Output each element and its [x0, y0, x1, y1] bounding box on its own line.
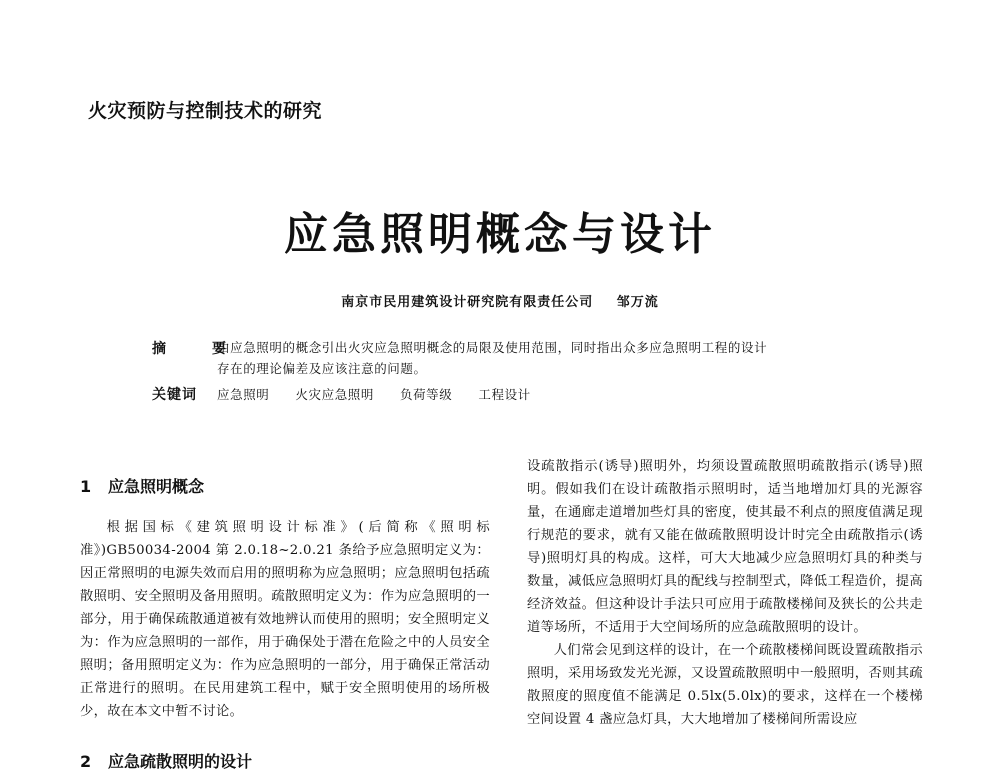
keyword: 负荷等级 — [399, 387, 453, 402]
keyword: 工程设计 — [478, 387, 531, 402]
abstract-text — [217, 337, 867, 379]
affiliation-line — [0, 291, 1000, 310]
keyword: 火灾应急照明 — [295, 387, 374, 402]
author: 邹万流 — [616, 295, 659, 310]
section-1-heading — [80, 474, 204, 497]
section-2-heading — [80, 749, 252, 772]
abstract-line-1: 由应急照明的概念引出火灾应急照明概念的局限及使用范围，同时指出众多应急照明工程的设计 — [217, 340, 768, 355]
abstract-label: 摘 要 — [152, 341, 242, 357]
right-column — [527, 455, 923, 731]
right-paragraph-2: 人们常会见到这样的设计，在一个疏散楼梯间既设置疏散指示照明，采用场致发光光源，又设置疏散照明中一般照明，否则其疏散照度的照度值不能满足 0.5lx(5.0lx)的要求，这样在一个楼梯空间设置 4 盏应急灯具，大大地增加了楼梯间所需设应 — [527, 643, 923, 727]
section-number: 2 — [80, 752, 92, 771]
keywords-list — [217, 385, 553, 403]
section-number: 1 — [80, 477, 92, 496]
running-head: 火灾预防与控制技术的研究 — [88, 100, 323, 122]
affiliation: 南京市民用建筑设计研究院有限责任公司 — [341, 295, 594, 310]
paper-title: 应急照明概念与设计 — [284, 209, 716, 260]
right-paragraph-1: 设疏散指示(诱导)照明外，均须设置疏散照明疏散指示(诱导)照明。假如我们在设计疏散指示照明时，适当地增加灯具的光源容量，在通廊走道增加些灯具的密度，使其最不利点的照度值满足现行规范的要求，就有又能在做疏散照明设计时完全由疏散指示(诱导)照明灯具的构成。这样，可大大地减少应急照明灯具的种类与数量，减低应急照明灯具的配线与控制型式，降低工程造价，提高经济效益。但这种设计手法只可应用于疏散楼梯间及狭长的公共走道等场所，不适用于大空间场所的应急疏散照明的设计。 — [527, 459, 923, 635]
keywords-label: 关键词 — [152, 387, 197, 403]
section-1-paragraph: 根据国标《建筑照明设计标准》(后简称《照明标准》)GB50034-2004 第 2.0.18~2.0.21 条给予应急照明定义为：因正常照明的电源失效而启用的照明称为应急照明；应急照明包括疏散照明、安全照明及备用照明。疏散照明定义为：作为应急照明的一部分，用于确保疏散通道被有效地辨认而使用的照明；安全照明定义为：作为应急照明的一部作，用于确保处于潜在危险之中的人员安全照明；备用照明定义为：作为应急照明的一部分，用于确保正常活动正常进行的照明。在民用建筑工程中，赋于安全照明使用的场所极少，故在本文中暂不讨论。 — [80, 520, 490, 719]
keyword: 应急照明 — [217, 387, 270, 402]
abstract-line-2: 存在的理论偏差及应该注意的问题。 — [217, 361, 427, 376]
section-title: 应急照明概念 — [108, 477, 205, 496]
section-title: 应急疏散照明的设计 — [108, 752, 253, 771]
